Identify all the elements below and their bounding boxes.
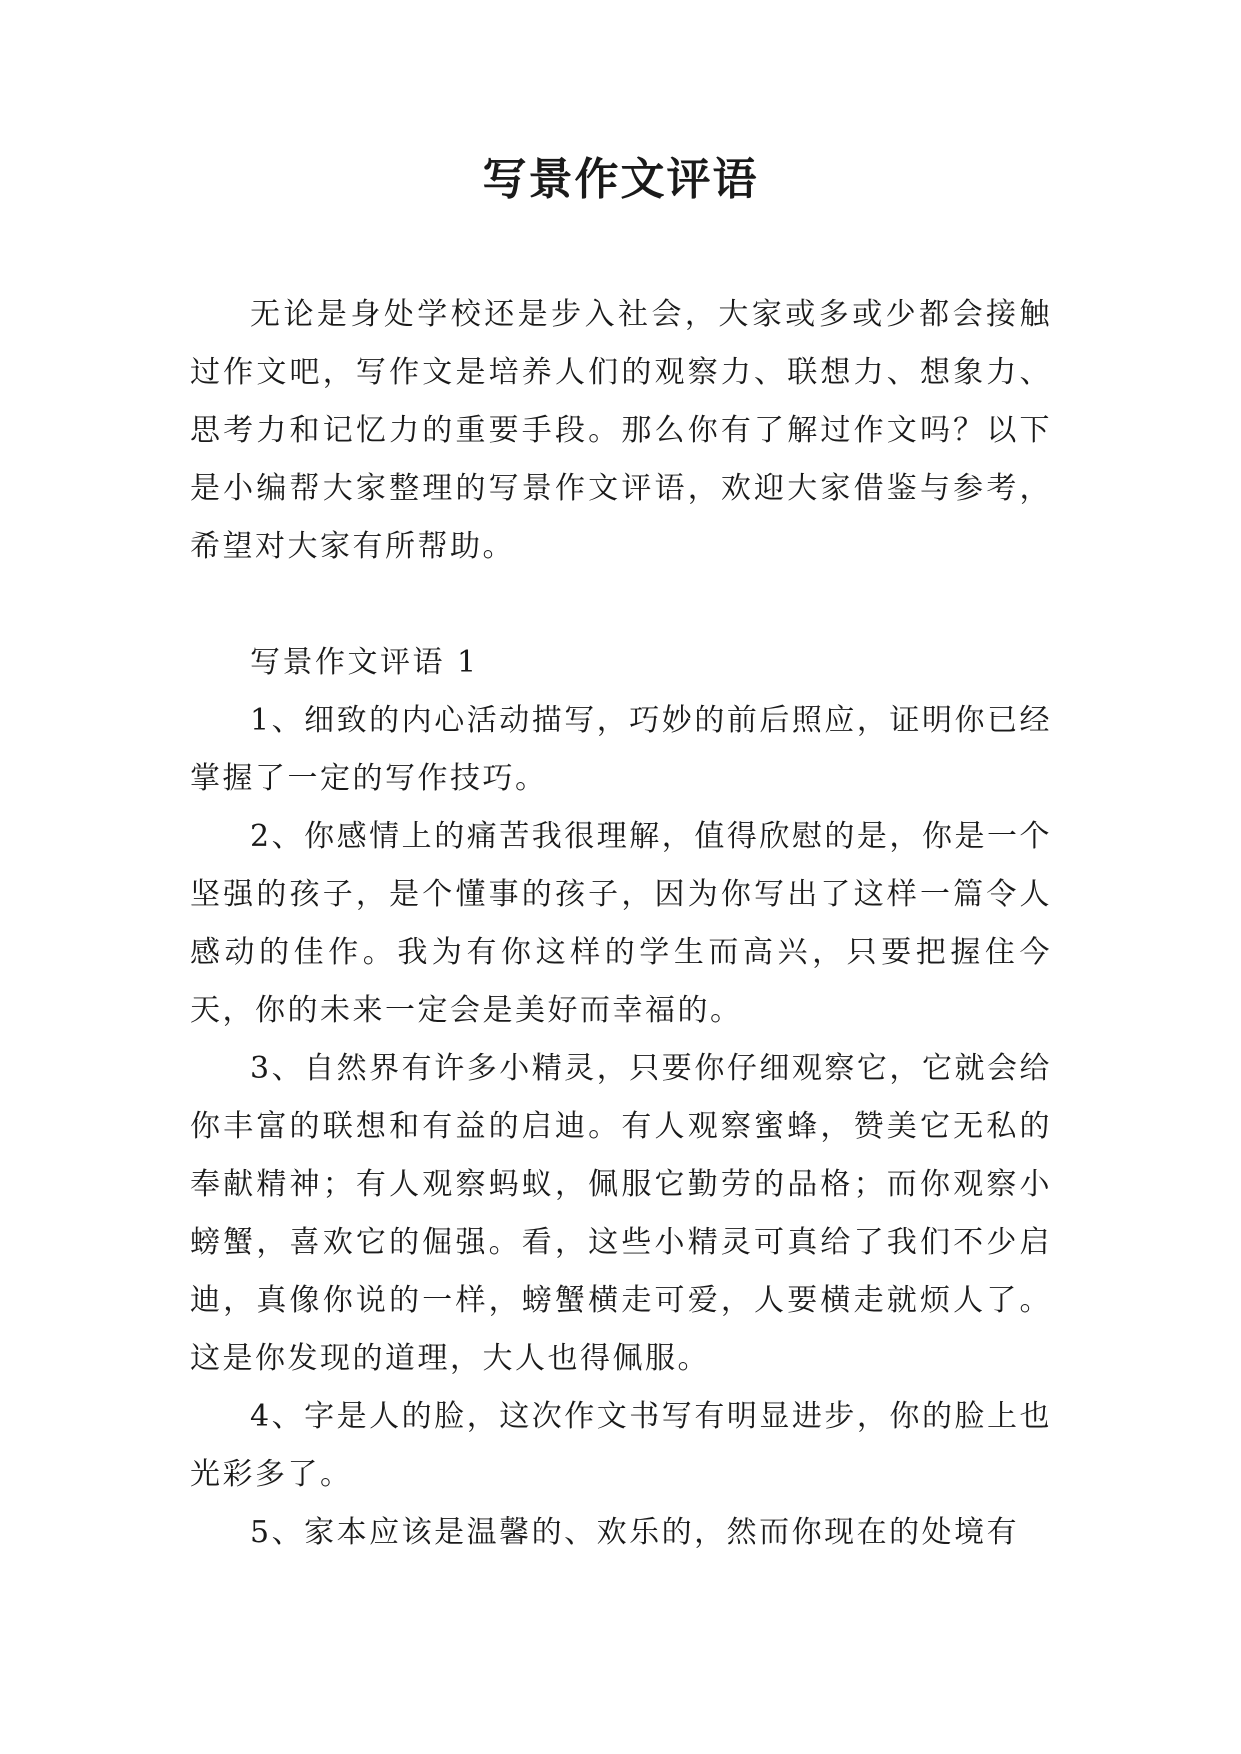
comment-item: 4、字是人的脸，这次作文书写有明显进步，你的脸上也光彩多了。 [190,1399,1052,1492]
comment-item: 1、细致的内心活动描写，巧妙的前后照应，证明你已经掌握了一定的写作技巧。 [190,703,1052,796]
document-body [190,286,1052,1562]
comment-item: 2、你感情上的痛苦我很理解，值得欣慰的是，你是一个坚强的孩子，是个懂事的孩子，因为你写出了这样一篇令人感动的佳作。我为有你这样的学生而高兴，只要把握住今天，你的未来一定会是美好而幸福的。 [190,819,1052,1028]
page-title: 写景作文评语 [482,154,759,205]
section-heading: 写景作文评语 1 [250,645,479,680]
intro-paragraph: 无论是身处学校还是步入社会，大家或多或少都会接触过作文吧，写作文是培养人们的观察力、联想力、想象力、思考力和记忆力的重要手段。那么你有了解过作文吗？以下是小编帮大家整理的写景作文评语，欢迎大家借鉴与参考，希望对大家有所帮助。 [190,297,1052,564]
comment-item: 5、家本应该是温馨的、欢乐的，然而你现在的处境有 [250,1515,1020,1550]
comment-item: 3、自然界有许多小精灵，只要你仔细观察它，它就会给你丰富的联想和有益的启迪。有人观察蜜蜂，赞美它无私的奉献精神；有人观察蚂蚁，佩服它勤劳的品格；而你观察小螃蟹，喜欢它的倔强。看，这些小精灵可真给了我们不少启迪，真像你说的一样，螃蟹横走可爱，人要横走就烦人了。这是你发现的道理，大人也得佩服。 [190,1051,1052,1376]
